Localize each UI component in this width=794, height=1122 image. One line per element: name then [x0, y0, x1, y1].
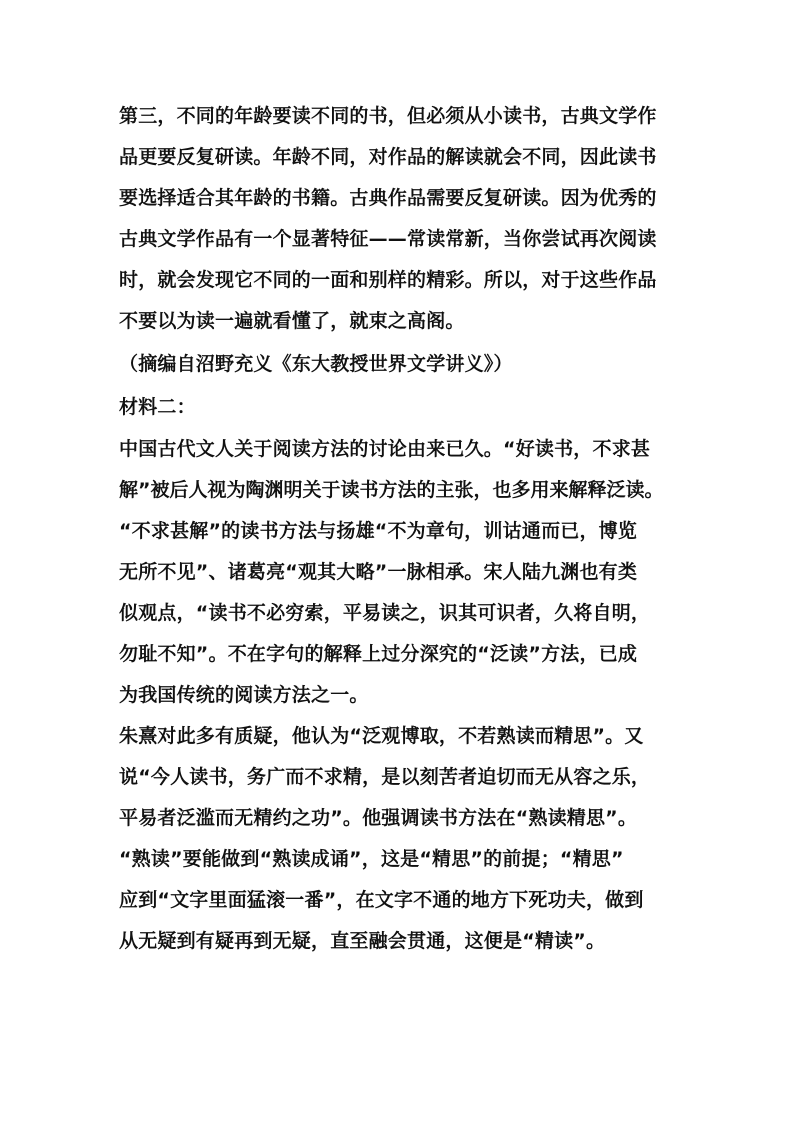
paragraph-line-5: 时，就会发现它不同的一面和别样的精彩。所以，对于这些作品 [119, 269, 657, 291]
source-citation: （摘编自沼野充义《东大教授世界文学讲义》） [119, 353, 513, 375]
paragraph-line-4: 古典文学作品有一个显著特征——常读常新，当你尝试再次阅读 [119, 228, 657, 250]
paragraph-line-7: 中国古代文人关于阅读方法的讨论由来已久。“好读书，不求甚 [119, 438, 651, 460]
paragraph-line-13: 为我国传统的阅读方法之一。 [119, 684, 369, 706]
paragraph-line-2: 品更要反复研读。年龄不同，对作品的解读就会不同，因此读书 [119, 146, 657, 168]
paragraph-line-11: 似观点，“读书不必穷索，平易读之，识其可识者，久将自明， [119, 602, 651, 624]
paragraph-line-12: 勿耻不知”。不在字句的解释上过分深究的“泛读”方法，已成 [119, 643, 638, 665]
paragraph-line-6: 不要以为读一遍就看懂了，就束之高阁。 [119, 310, 465, 332]
paragraph-line-8: 解”被后人视为陶渊明关于读书方法的主张，也多用来解释泛读。 [119, 479, 664, 501]
paragraph-line-16: 平易者泛滥而无精约之功”。他强调读书方法在“熟读精思”。 [119, 807, 638, 829]
paragraph-line-1: 第三，不同的年龄要读不同的书，但必须从小读书，古典文学作 [119, 105, 657, 127]
paragraph-line-3: 要选择适合其年龄的书籍。古典作品需要反复研读。因为优秀的 [119, 187, 657, 209]
paragraph-line-15: 说“今人读书，务广而不求精，是以刻苦者迫切而无从容之乐， [119, 766, 651, 788]
paragraph-line-17: “熟读”要能做到“熟读成诵”，这是“精思”的前提；“精思” [119, 848, 624, 870]
paragraph-line-14: 朱熹对此多有质疑，他认为“泛观博取，不若熟读而精思”。又 [119, 725, 644, 747]
paragraph-line-9: “不求甚解”的读书方法与扬雄“不为章句，训诂通而已，博览 [119, 520, 638, 542]
paragraph-line-18: 应到“文字里面猛滚一番”，在文字不通的地方下死功夫，做到 [119, 889, 644, 911]
paragraph-line-19: 从无疑到有疑再到无疑，直至融会贯通，这便是“精读”。 [119, 930, 606, 952]
paragraph-line-10: 无所不见”、诸葛亮“观其大略”一脉相承。宋人陆九渊也有类 [119, 561, 638, 583]
section-heading-material-2: 材料二： [119, 396, 196, 418]
